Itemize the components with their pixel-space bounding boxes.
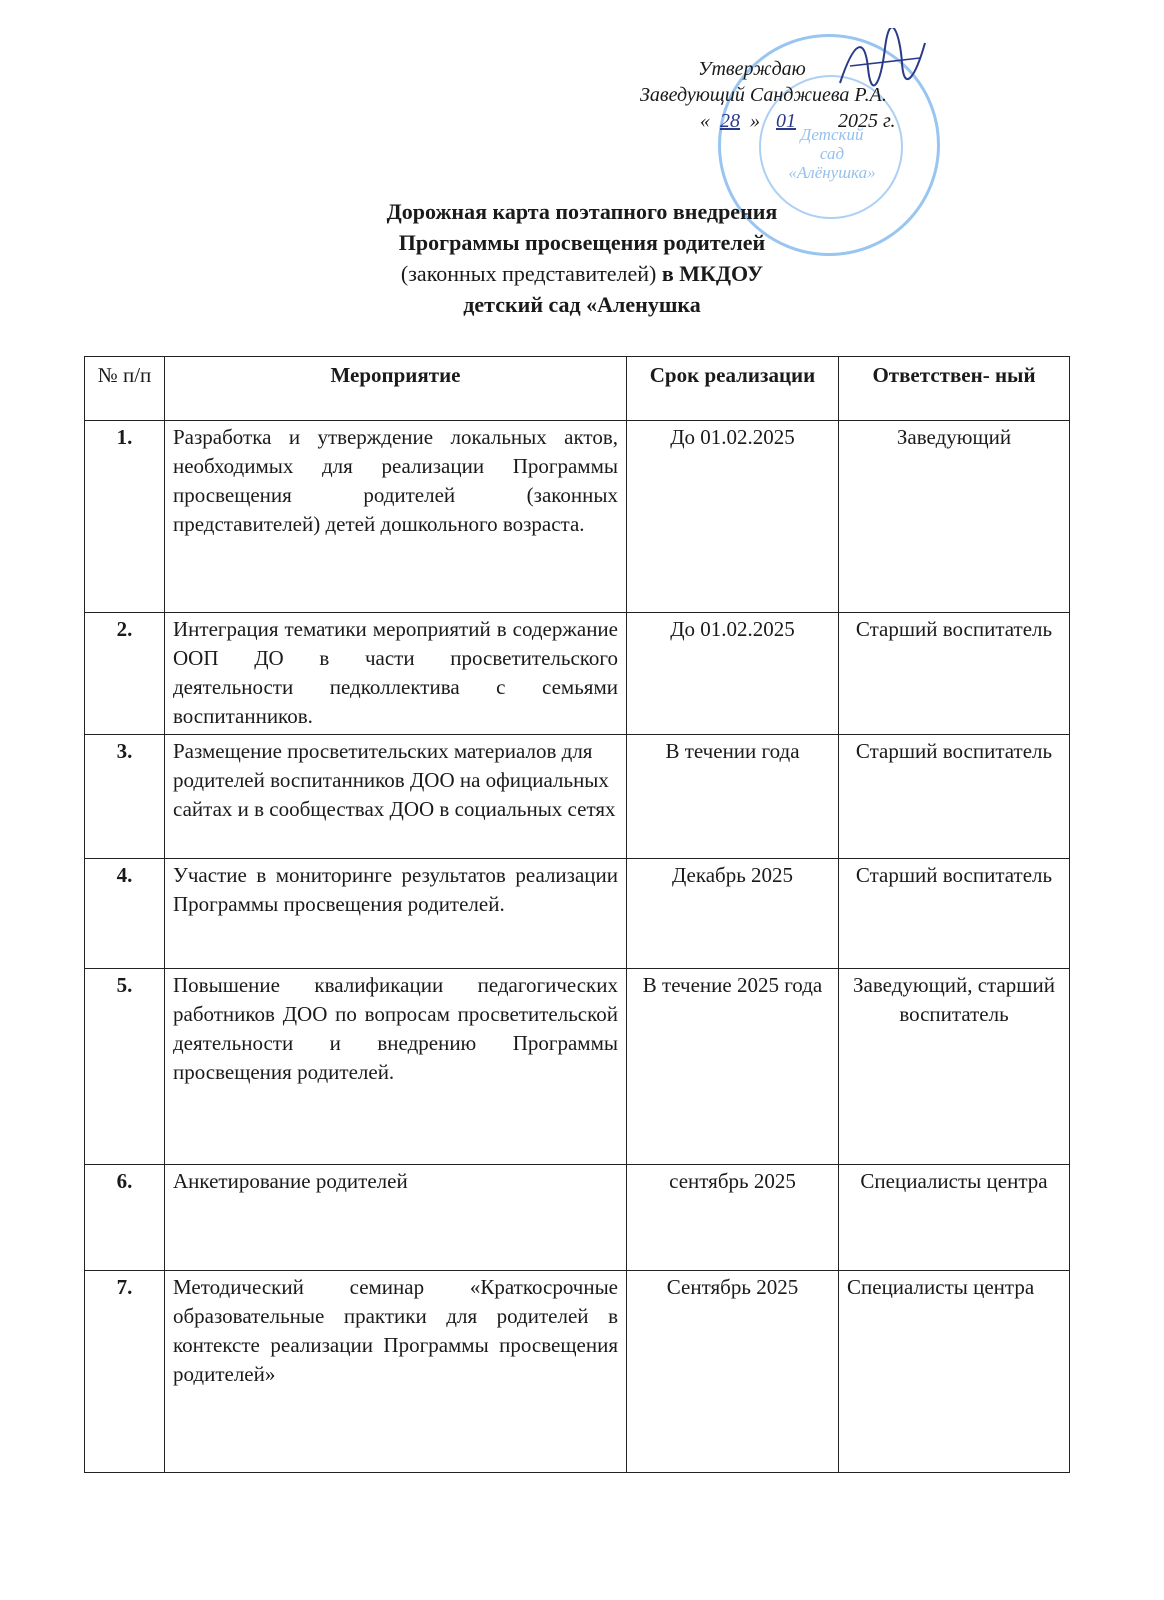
title-line-3-normal: (законных представителей)	[400, 261, 657, 286]
approval-block	[640, 56, 980, 134]
stamp-line-2: сад	[819, 144, 845, 163]
date-open-quote: «	[700, 110, 710, 132]
title-line-4: детский сад «Аленушка	[463, 292, 701, 317]
table-row	[85, 1271, 1070, 1473]
row-term: сентябрь 2025	[627, 1165, 839, 1271]
approval-date	[640, 108, 980, 134]
row-num: 6.	[85, 1165, 165, 1271]
table-row	[85, 969, 1070, 1165]
row-resp: Старший воспитатель	[839, 613, 1070, 735]
row-event: Методический семинар «Краткосрочные образовательные практики для родителей в контексте реализации Программы просвещения родителей»	[165, 1271, 627, 1473]
row-num: 7.	[85, 1271, 165, 1473]
row-resp: Специалисты центра	[839, 1271, 1070, 1473]
date-year: 2025 г.	[838, 110, 896, 132]
date-month: 01	[776, 110, 796, 132]
row-resp: Старший воспитатель	[839, 735, 1070, 859]
row-num: 1.	[85, 421, 165, 613]
row-event: Повышение квалификации педагогических работников ДОО по вопросам просветительской деятельности и внедрению Программы просвещения родителей.	[165, 969, 627, 1165]
header-resp: Ответствен- ный	[839, 357, 1070, 421]
row-resp: Заведующий	[839, 421, 1070, 613]
header-num: № п/п	[85, 357, 165, 421]
title-line-2: Программы просвещения родителей	[398, 230, 766, 255]
row-num: 3.	[85, 735, 165, 859]
date-day: 28	[720, 110, 740, 132]
table-row	[85, 1165, 1070, 1271]
table-header-row	[85, 357, 1070, 421]
table-row	[85, 859, 1070, 969]
table-row	[85, 613, 1070, 735]
row-resp: Старший воспитатель	[839, 859, 1070, 969]
stamp-line-3: «Алёнушка»	[788, 163, 876, 182]
row-term: Декабрь 2025	[627, 859, 839, 969]
row-event: Интеграция тематики мероприятий в содержание ООП ДО в части просветительского деятельности педколлектива с семьями воспитанников.	[165, 613, 627, 735]
row-event: Анкетирование родителей	[165, 1165, 627, 1271]
row-resp: Заведующий, старший воспитатель	[839, 969, 1070, 1165]
stamp-line-1: Детский	[800, 125, 864, 144]
approval-head: Заведующий Санджиева Р.А.	[640, 84, 887, 106]
document-title	[0, 196, 1164, 320]
row-term: В течении года	[627, 735, 839, 859]
date-close-quote: »	[750, 110, 760, 132]
row-num: 5.	[85, 969, 165, 1165]
row-num: 4.	[85, 859, 165, 969]
roadmap-table	[84, 356, 1070, 1473]
header-term: Срок реализации	[627, 357, 839, 421]
table-row	[85, 421, 1070, 613]
row-num: 2.	[85, 613, 165, 735]
row-term: До 01.02.2025	[627, 421, 839, 613]
row-term: В течение 2025 года	[627, 969, 839, 1165]
row-event: Участие в мониторинге результатов реализации Программы просвещения родителей.	[165, 859, 627, 969]
header-event: Мероприятие	[165, 357, 627, 421]
title-line-3-bold: в МКДОУ	[656, 261, 764, 286]
table-row	[85, 735, 1070, 859]
title-line-1: Дорожная карта поэтапного внедрения	[386, 199, 778, 224]
approval-title: Утверждаю	[698, 58, 806, 80]
row-term: До 01.02.2025	[627, 613, 839, 735]
row-event: Разработка и утверждение локальных актов, необходимых для реализации Программы просвещения родителей (законных представителей) детей дошкольного возраста.	[165, 421, 627, 613]
row-term: Сентябрь 2025	[627, 1271, 839, 1473]
row-resp: Специалисты центра	[839, 1165, 1070, 1271]
row-event: Размещение просветительских материалов для родителей воспитанников ДОО на официальных сайтах и в сообществах ДОО в социальных сетях	[165, 735, 627, 859]
title-line-3	[0, 258, 1164, 289]
